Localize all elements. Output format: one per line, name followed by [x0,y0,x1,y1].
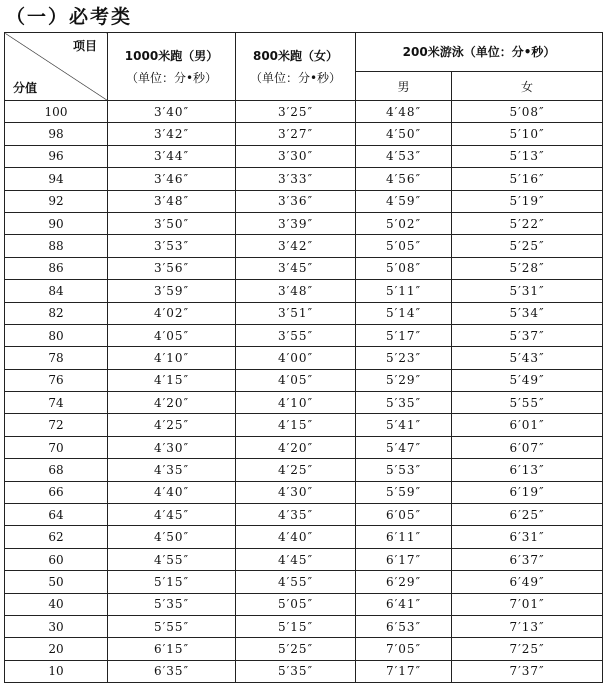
swim-female-cell: 6′37″ [452,548,603,570]
run-1000m-cell: 3′56″ [108,257,236,279]
score-cell: 68 [5,459,108,481]
swim-male-header: 男 [356,72,452,101]
swim-male-cell: 5′17″ [356,324,452,346]
run-800m-title: 800米跑（女） [252,48,339,63]
table-row [5,436,603,458]
run-1000m-cell: 5′15″ [108,571,236,593]
swim-male-cell: 5′29″ [356,369,452,391]
score-cell: 96 [5,145,108,167]
swim-male-cell: 6′53″ [356,615,452,637]
run-800m-cell: 5′15″ [236,615,356,637]
swim-male-cell: 6′29″ [356,571,452,593]
run-800m-cell: 4′30″ [236,481,356,503]
score-table [4,32,603,683]
run-1000m-cell: 3′42″ [108,123,236,145]
score-cell: 98 [5,123,108,145]
table-row [5,101,603,123]
table-row [5,145,603,167]
score-cell: 66 [5,481,108,503]
swim-male-cell: 4′53″ [356,145,452,167]
swim-female-cell: 6′13″ [452,459,603,481]
run-1000m-cell: 4′30″ [108,436,236,458]
swim-female-cell: 5′08″ [452,101,603,123]
run-800m-cell: 3′48″ [236,280,356,302]
table-row [5,302,603,324]
run-800m-unit: （单位：分•秒） [249,70,342,85]
run-1000m-cell: 3′44″ [108,145,236,167]
table-row [5,571,603,593]
run-1000m-cell: 4′15″ [108,369,236,391]
table-row [5,369,603,391]
table-row [5,392,603,414]
table-row [5,481,603,503]
run-800m-cell: 5′05″ [236,593,356,615]
swim-female-cell: 6′49″ [452,571,603,593]
run-800m-cell: 5′25″ [236,638,356,660]
swim-female-cell: 5′10″ [452,123,603,145]
swim-female-cell: 5′16″ [452,168,603,190]
swim-female-cell: 5′31″ [452,280,603,302]
score-cell: 20 [5,638,108,660]
run-1000m-cell: 4′50″ [108,526,236,548]
swim-female-cell: 5′19″ [452,190,603,212]
score-cell: 84 [5,280,108,302]
swim-female-cell: 6′07″ [452,436,603,458]
table-row [5,615,603,637]
swim-female-cell: 5′28″ [452,257,603,279]
table-row [5,168,603,190]
score-cell: 70 [5,436,108,458]
swim-female-cell: 6′01″ [452,414,603,436]
run-1000m-cell: 4′40″ [108,481,236,503]
run-800m-cell: 4′45″ [236,548,356,570]
diagonal-header-cell [5,33,108,101]
swim-male-cell: 5′53″ [356,459,452,481]
swim-female-cell: 7′01″ [452,593,603,615]
run-1000m-cell: 3′50″ [108,212,236,234]
swim-female-cell: 5′37″ [452,324,603,346]
swim-female-cell: 6′31″ [452,526,603,548]
section-title: （一）必考类 [6,6,133,28]
table-row [5,190,603,212]
table-row [5,123,603,145]
swim-female-cell: 7′37″ [452,660,603,682]
table-row [5,459,603,481]
table-row [5,324,603,346]
swim-male-cell: 5′23″ [356,347,452,369]
table-row [5,212,603,234]
swim-female-cell: 5′43″ [452,347,603,369]
score-cell: 74 [5,392,108,414]
run-800m-cell: 3′33″ [236,168,356,190]
run-800m-cell: 4′40″ [236,526,356,548]
swim-200m-header [356,33,603,72]
score-cell: 10 [5,660,108,682]
run-800m-cell: 3′51″ [236,302,356,324]
swim-female-header: 女 [452,72,603,101]
run-800m-cell: 4′35″ [236,504,356,526]
score-cell: 50 [5,571,108,593]
table-row [5,526,603,548]
run-1000m-cell: 3′53″ [108,235,236,257]
score-cell: 72 [5,414,108,436]
run-1000m-cell: 3′40″ [108,101,236,123]
score-cell: 94 [5,168,108,190]
swim-female-cell: 5′13″ [452,145,603,167]
score-cell: 86 [5,257,108,279]
swim-female-cell: 7′13″ [452,615,603,637]
run-1000m-cell: 4′10″ [108,347,236,369]
run-1000m-cell: 5′55″ [108,615,236,637]
run-1000m-cell: 3′46″ [108,168,236,190]
swim-male-cell: 5′08″ [356,257,452,279]
score-cell: 40 [5,593,108,615]
score-cell: 88 [5,235,108,257]
run-1000m-cell: 4′05″ [108,324,236,346]
swim-male-cell: 5′05″ [356,235,452,257]
run-800m-cell: 4′55″ [236,571,356,593]
run-800m-cell: 4′20″ [236,436,356,458]
table-row [5,347,603,369]
run-800m-cell: 3′42″ [236,235,356,257]
swim-male-cell: 5′11″ [356,280,452,302]
run-1000m-cell: 4′25″ [108,414,236,436]
swim-female-cell: 5′25″ [452,235,603,257]
table-row [5,504,603,526]
run-800m-cell: 3′30″ [236,145,356,167]
table-row [5,257,603,279]
run-1000m-cell: 5′35″ [108,593,236,615]
swim-male-cell: 4′48″ [356,101,452,123]
score-cell: 30 [5,615,108,637]
run-1000m-cell: 3′48″ [108,190,236,212]
score-cell: 82 [5,302,108,324]
run-800m-cell: 3′45″ [236,257,356,279]
score-cell: 100 [5,101,108,123]
table-row [5,414,603,436]
run-1000m-cell: 4′20″ [108,392,236,414]
swim-male-cell: 7′17″ [356,660,452,682]
swim-male-cell: 6′41″ [356,593,452,615]
swim-female-cell: 7′25″ [452,638,603,660]
swim-female-cell: 6′19″ [452,481,603,503]
run-800m-cell: 4′25″ [236,459,356,481]
score-cell: 76 [5,369,108,391]
run-800m-cell: 3′39″ [236,212,356,234]
swim-male-cell: 6′11″ [356,526,452,548]
swim-male-cell: 5′02″ [356,212,452,234]
run-800m-cell: 3′55″ [236,324,356,346]
run-800m-cell: 3′27″ [236,123,356,145]
run-1000m-title: 1000米跑（男） [124,48,219,63]
run-1000m-cell: 4′02″ [108,302,236,324]
swim-female-cell: 6′25″ [452,504,603,526]
score-cell: 60 [5,548,108,570]
swim-female-cell: 5′49″ [452,369,603,391]
swim-male-cell: 6′05″ [356,504,452,526]
swim-female-cell: 5′55″ [452,392,603,414]
run-1000m-cell: 6′35″ [108,660,236,682]
swim-female-cell: 5′34″ [452,302,603,324]
run-1000m-cell: 4′35″ [108,459,236,481]
score-cell: 64 [5,504,108,526]
run-1000m-cell: 6′15″ [108,638,236,660]
run-1000m-cell: 3′59″ [108,280,236,302]
swim-male-cell: 4′50″ [356,123,452,145]
run-800m-header [236,33,356,101]
swim-male-cell: 5′41″ [356,414,452,436]
table-row [5,548,603,570]
run-800m-cell: 4′10″ [236,392,356,414]
swim-male-cell: 5′14″ [356,302,452,324]
swim-male-cell: 6′17″ [356,548,452,570]
table-row [5,235,603,257]
table-row [5,280,603,302]
run-800m-cell: 4′15″ [236,414,356,436]
score-cell: 80 [5,324,108,346]
run-800m-cell: 4′00″ [236,347,356,369]
swim-female-cell: 5′22″ [452,212,603,234]
table-row [5,660,603,682]
swim-male-cell: 5′47″ [356,436,452,458]
table-row [5,593,603,615]
score-header-label: 分值 [13,81,38,95]
item-header-label: 项目 [72,39,97,53]
score-cell: 92 [5,190,108,212]
swim-200m-title: 200米游泳（单位：分•秒） [402,45,556,59]
run-800m-cell: 3′36″ [236,190,356,212]
swim-male-cell: 5′59″ [356,481,452,503]
run-1000m-header [108,33,236,101]
run-800m-cell: 4′05″ [236,369,356,391]
score-cell: 62 [5,526,108,548]
score-cell: 90 [5,212,108,234]
run-800m-cell: 3′25″ [236,101,356,123]
swim-male-cell: 4′56″ [356,168,452,190]
score-table-body [5,101,603,683]
swim-male-cell: 4′59″ [356,190,452,212]
score-cell: 78 [5,347,108,369]
swim-male-cell: 7′05″ [356,638,452,660]
run-800m-cell: 5′35″ [236,660,356,682]
swim-male-cell: 5′35″ [356,392,452,414]
table-row [5,638,603,660]
run-1000m-unit: （单位：分•秒） [125,70,218,85]
run-1000m-cell: 4′45″ [108,504,236,526]
run-1000m-cell: 4′55″ [108,548,236,570]
